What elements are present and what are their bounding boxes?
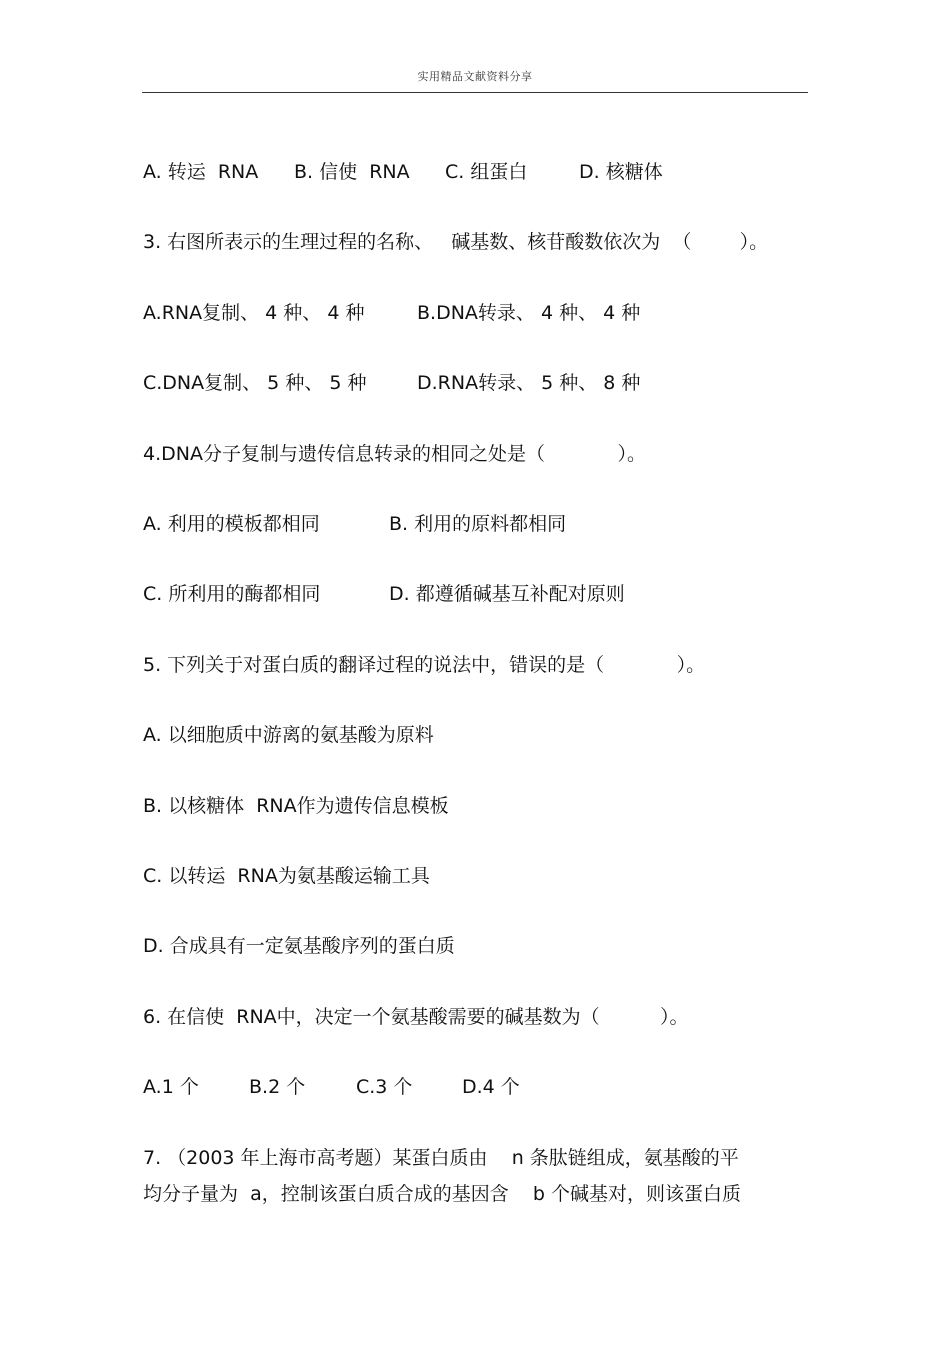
q6-option-d: D.4 个 (462, 1076, 520, 1098)
q2-options (143, 160, 663, 184)
q4-stem: 4.DNA分子复制与遗传信息转录的相同之处是（ ）。 (143, 443, 646, 465)
q7-line-2: 均分子量为 a，控制该蛋白质合成的基因含 b 个碱基对，则该蛋白质 (143, 1183, 741, 1205)
q4-option-c: C. 所利用的酶都相同 (143, 583, 321, 605)
q3-options-row1 (143, 301, 641, 325)
q5-option-a: A. 以细胞质中游离的氨基酸为原料 (143, 724, 434, 746)
q5-option-d: D. 合成具有一定氨基酸序列的蛋白质 (143, 935, 455, 957)
page-header (142, 62, 808, 93)
q4-option-b: B. 利用的原料都相同 (389, 513, 567, 535)
q2-option-a: A. 转运 RNA (143, 161, 259, 183)
q5-option-b: B. 以核糖体 RNA作为遗传信息模板 (143, 795, 449, 817)
q6-stem: 6. 在信使 RNA中，决定一个氨基酸需要的碱基数为（ ）。 (143, 1006, 689, 1028)
q5-option-c: C. 以转运 RNA为氨基酸运输工具 (143, 865, 430, 887)
q2-option-b: B. 信使 RNA (294, 161, 410, 183)
q3-options-row2 (143, 371, 641, 395)
header-title: 实用精品文献资料分享 (417, 70, 533, 83)
q3-option-a: A.RNA复制、 4 种、 4 种 (143, 302, 365, 324)
q4-options-row1 (143, 512, 567, 536)
q2-option-c: C. 组蛋白 (445, 161, 528, 183)
q3-stem: 3. 右图所表示的生理过程的名称、 碱基数、核苷酸数依次为 （ ）。 (143, 231, 769, 253)
q3-option-b: B.DNA转录、 4 种、 4 种 (417, 302, 641, 324)
q6-option-b: B.2 个 (249, 1076, 306, 1098)
q4-options-row2 (143, 582, 625, 606)
q7-line-1: 7. （2003 年上海市高考题）某蛋白质由 n 条肽链组成，氨基酸的平 (143, 1147, 739, 1169)
q4-option-a: A. 利用的模板都相同 (143, 513, 320, 535)
q6-option-c: C.3 个 (356, 1076, 413, 1098)
q6-options (143, 1075, 520, 1099)
q4-option-d: D. 都遵循碱基互补配对原则 (389, 583, 625, 605)
q3-option-c: C.DNA复制、 5 种、 5 种 (143, 372, 367, 394)
q3-option-d: D.RNA转录、 5 种、 8 种 (417, 372, 641, 394)
q2-option-d: D. 核糖体 (579, 161, 663, 183)
q5-stem: 5. 下列关于对蛋白质的翻译过程的说法中，错误的是（ ）。 (143, 654, 706, 676)
q6-option-a: A.1 个 (143, 1076, 199, 1098)
